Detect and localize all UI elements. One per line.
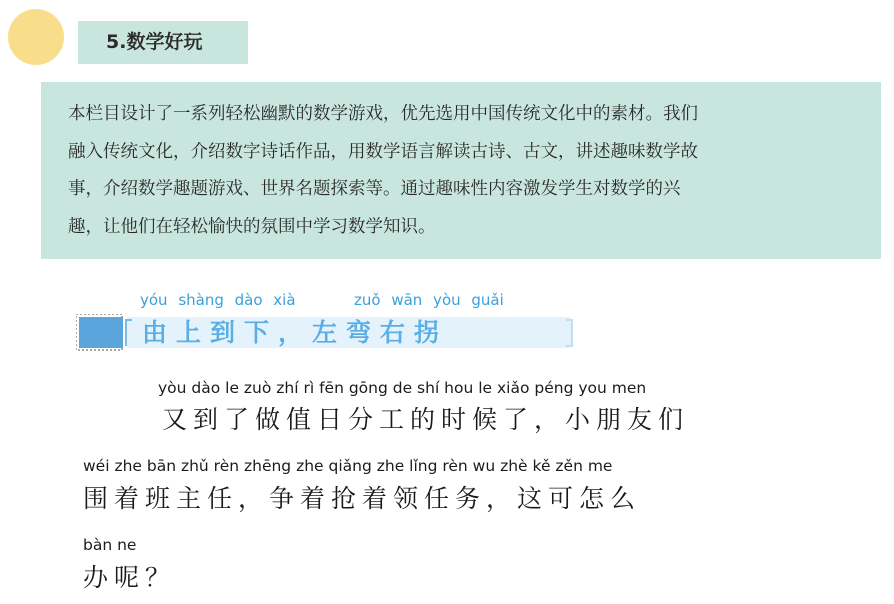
lesson-title-banner <box>76 314 576 352</box>
intro-line: 事，介绍数学趣题游戏、世界名题探索等。通过趣味性内容激发学生对数学的兴 <box>68 179 681 199</box>
lesson-title: 由上到下，左弯右拐 <box>142 318 449 347</box>
hanzi-line: 围着班主任，争着抢着领任务，这可怎么 <box>83 484 642 513</box>
hanzi-line: 办呢？ <box>83 563 177 592</box>
intro-box <box>41 82 881 259</box>
intro-line: 本栏目设计了一系列轻松幽默的数学游戏，优先选用中国传统文化中的素材。我们 <box>68 104 698 124</box>
pinyin-line: bàn ne <box>83 536 137 554</box>
intro-line: 趣，让他们在轻松愉快的氛围中学习数学知识。 <box>68 216 436 237</box>
section-title: 5.数学好玩 <box>78 21 248 64</box>
pinyin-line: wéi zhe bān zhǔ rèn zhēng zhe qiǎng zhe lǐng rèn wu zhè kě zěn me <box>83 457 613 475</box>
title-pinyin-1: yóu shàng dào xià <box>140 291 296 309</box>
decorative-circle <box>8 9 64 65</box>
pinyin-line: yòu dào le zuò zhí rì fēn gōng de shí hou le xiǎo péng you men <box>158 379 647 397</box>
intro-line: 融入传统文化，介绍数字诗话作品，用数学语言解读古诗、古文，讲述趣味数学故 <box>68 141 698 162</box>
title-pinyin-2: zuǒ wān yòu guǎi <box>354 291 504 309</box>
hanzi-line: 又到了做值日分工的时候了，小朋友们 <box>162 405 690 434</box>
